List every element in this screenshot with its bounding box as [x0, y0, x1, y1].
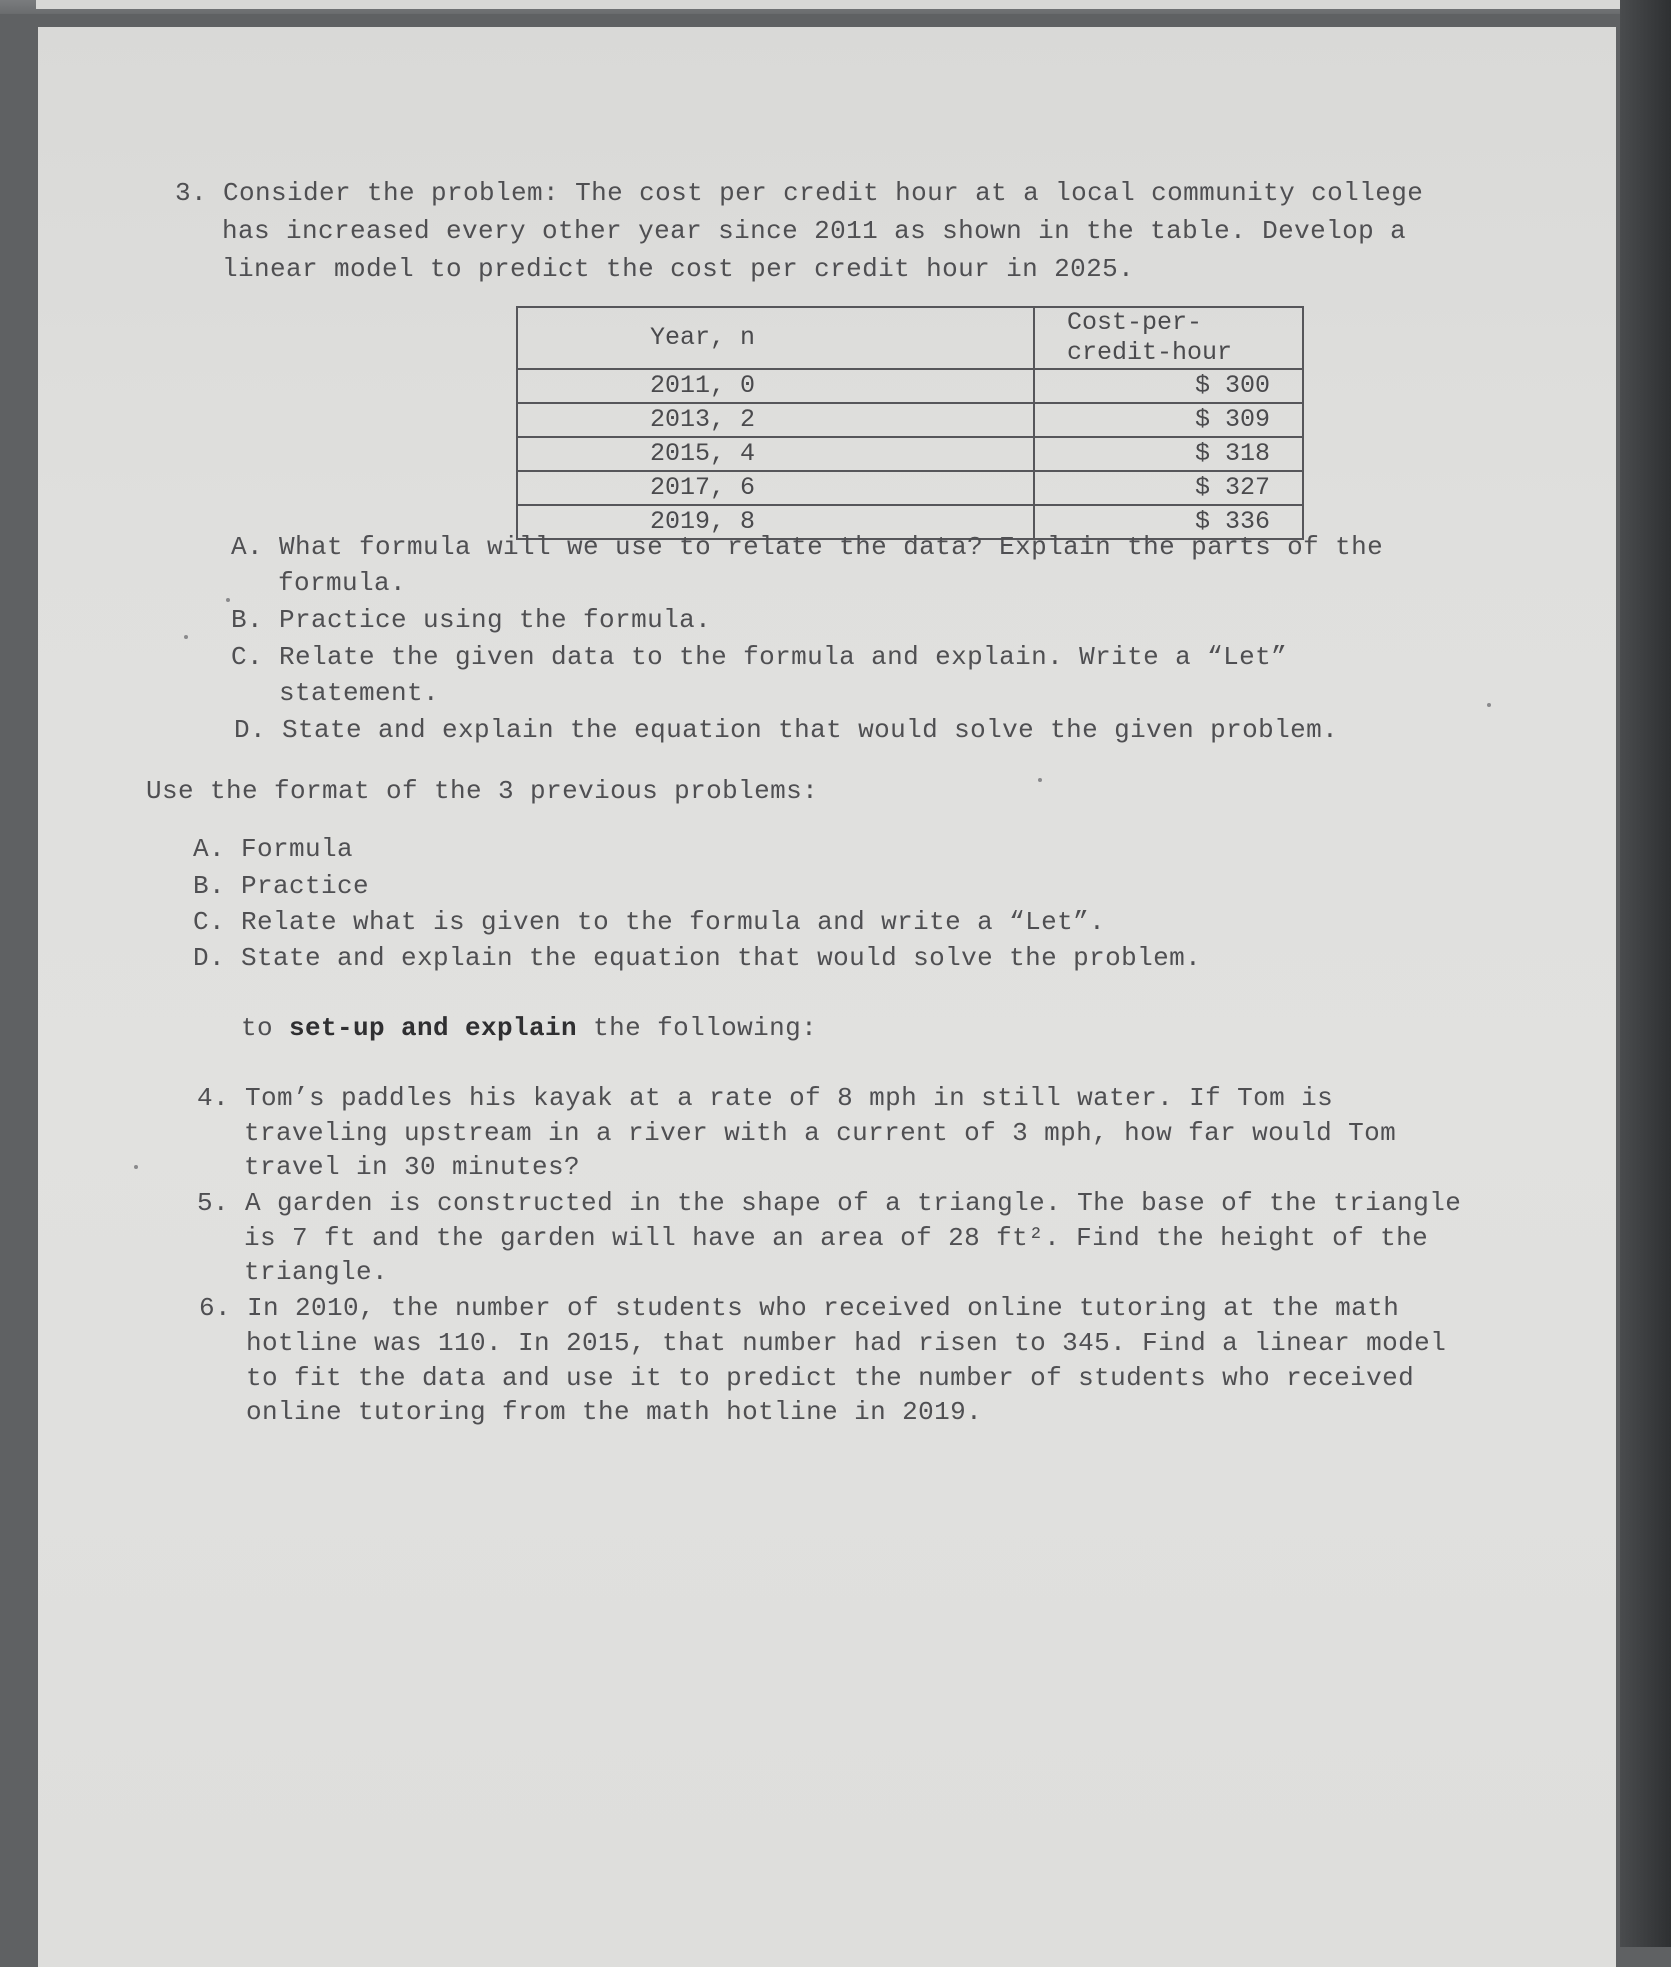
q5-line-1: 5. A garden is constructed in the shape of a triangle. The base of the triangle: [197, 1188, 1462, 1218]
year-cell: 2015, 4: [517, 437, 1034, 471]
format-item-c: C. Relate what is given to the formula and write a “Let”.: [193, 907, 1106, 937]
speck: [184, 635, 188, 639]
format-item-d: D. State and explain the equation that would solve the problem.: [193, 943, 1202, 973]
format-item-b: B. Practice: [193, 871, 370, 901]
previous-page-edge: [36, 0, 1636, 9]
header-cost: Cost-per-credit-hour: [1034, 307, 1303, 369]
cost-cell: $ 327: [1034, 471, 1303, 505]
q6-line-2: hotline was 110. In 2015, that number had risen to 345. Find a linear model: [246, 1328, 1447, 1358]
speck: [134, 1165, 138, 1169]
q3-line-1: 3. Consider the problem: The cost per credit hour at a local community college: [175, 178, 1424, 208]
q3-part-a: A. What formula will we use to relate the data? Explain the parts of the: [231, 532, 1384, 562]
q3-part-b: B. Practice using the formula.: [231, 605, 712, 635]
q6-line-1: 6. In 2010, the number of students who received online tutoring at the math: [199, 1293, 1400, 1323]
header-year: Year, n: [517, 307, 1034, 369]
worksheet-page: [38, 27, 1616, 1967]
q4-line-2: traveling upstream in a river with a current of 3 mph, how far would Tom: [244, 1118, 1397, 1148]
format-intro: Use the format of the 3 previous problems:: [146, 776, 819, 806]
table-row: [517, 437, 1303, 471]
cost-cell: $ 309: [1034, 403, 1303, 437]
q5-line-3: triangle.: [244, 1257, 389, 1287]
setup-pre: to: [241, 1013, 290, 1043]
year-cell: 2013, 2: [517, 403, 1034, 437]
year-cell: 2011, 0: [517, 369, 1034, 403]
setup-post: the following:: [577, 1013, 818, 1043]
cost-cell: $ 336: [1034, 505, 1303, 539]
cost-cell: $ 318: [1034, 437, 1303, 471]
setup-bold: set-up and explain: [289, 1013, 578, 1043]
format-item-a: A. Formula: [193, 834, 354, 864]
speck: [226, 598, 230, 602]
year-cell: 2019, 8: [517, 505, 1034, 539]
q4-line-3: travel in 30 minutes?: [244, 1152, 581, 1182]
q3-part-d: D. State and explain the equation that would solve the given problem.: [234, 715, 1339, 745]
speck: [1038, 778, 1042, 782]
top-bezel: [0, 0, 1671, 14]
cost-cell: $ 300: [1034, 369, 1303, 403]
q6-line-4: online tutoring from the math hotline in 2019.: [246, 1397, 983, 1427]
q5-line-2: is 7 ft and the garden will have an area of 28 ft². Find the height of the: [244, 1223, 1429, 1253]
q4-line-1: 4. Tom’s paddles his kayak at a rate of 8 mph in still water. If Tom is: [197, 1083, 1334, 1113]
cost-table: [516, 306, 1304, 540]
setup-instruction: [241, 1010, 817, 1046]
speck: [1487, 703, 1491, 707]
table-row: [517, 471, 1303, 505]
q3-line-3: linear model to predict the cost per credit hour in 2025.: [222, 254, 1135, 284]
q3-part-c: C. Relate the given data to the formula and explain. Write a “Let”: [231, 642, 1288, 672]
q3-line-2: has increased every other year since 2011 as shown in the table. Develop a: [222, 216, 1407, 246]
q3-part-a-cont: formula.: [278, 568, 407, 598]
year-cell: 2017, 6: [517, 471, 1034, 505]
q6-line-3: to fit the data and use it to predict the number of students who received: [246, 1363, 1415, 1393]
monitor-bezel: [1620, 0, 1671, 1947]
q3-part-c-cont: statement.: [279, 678, 440, 708]
table-header-row: [517, 307, 1303, 369]
table-row: [517, 369, 1303, 403]
table-row: [517, 403, 1303, 437]
